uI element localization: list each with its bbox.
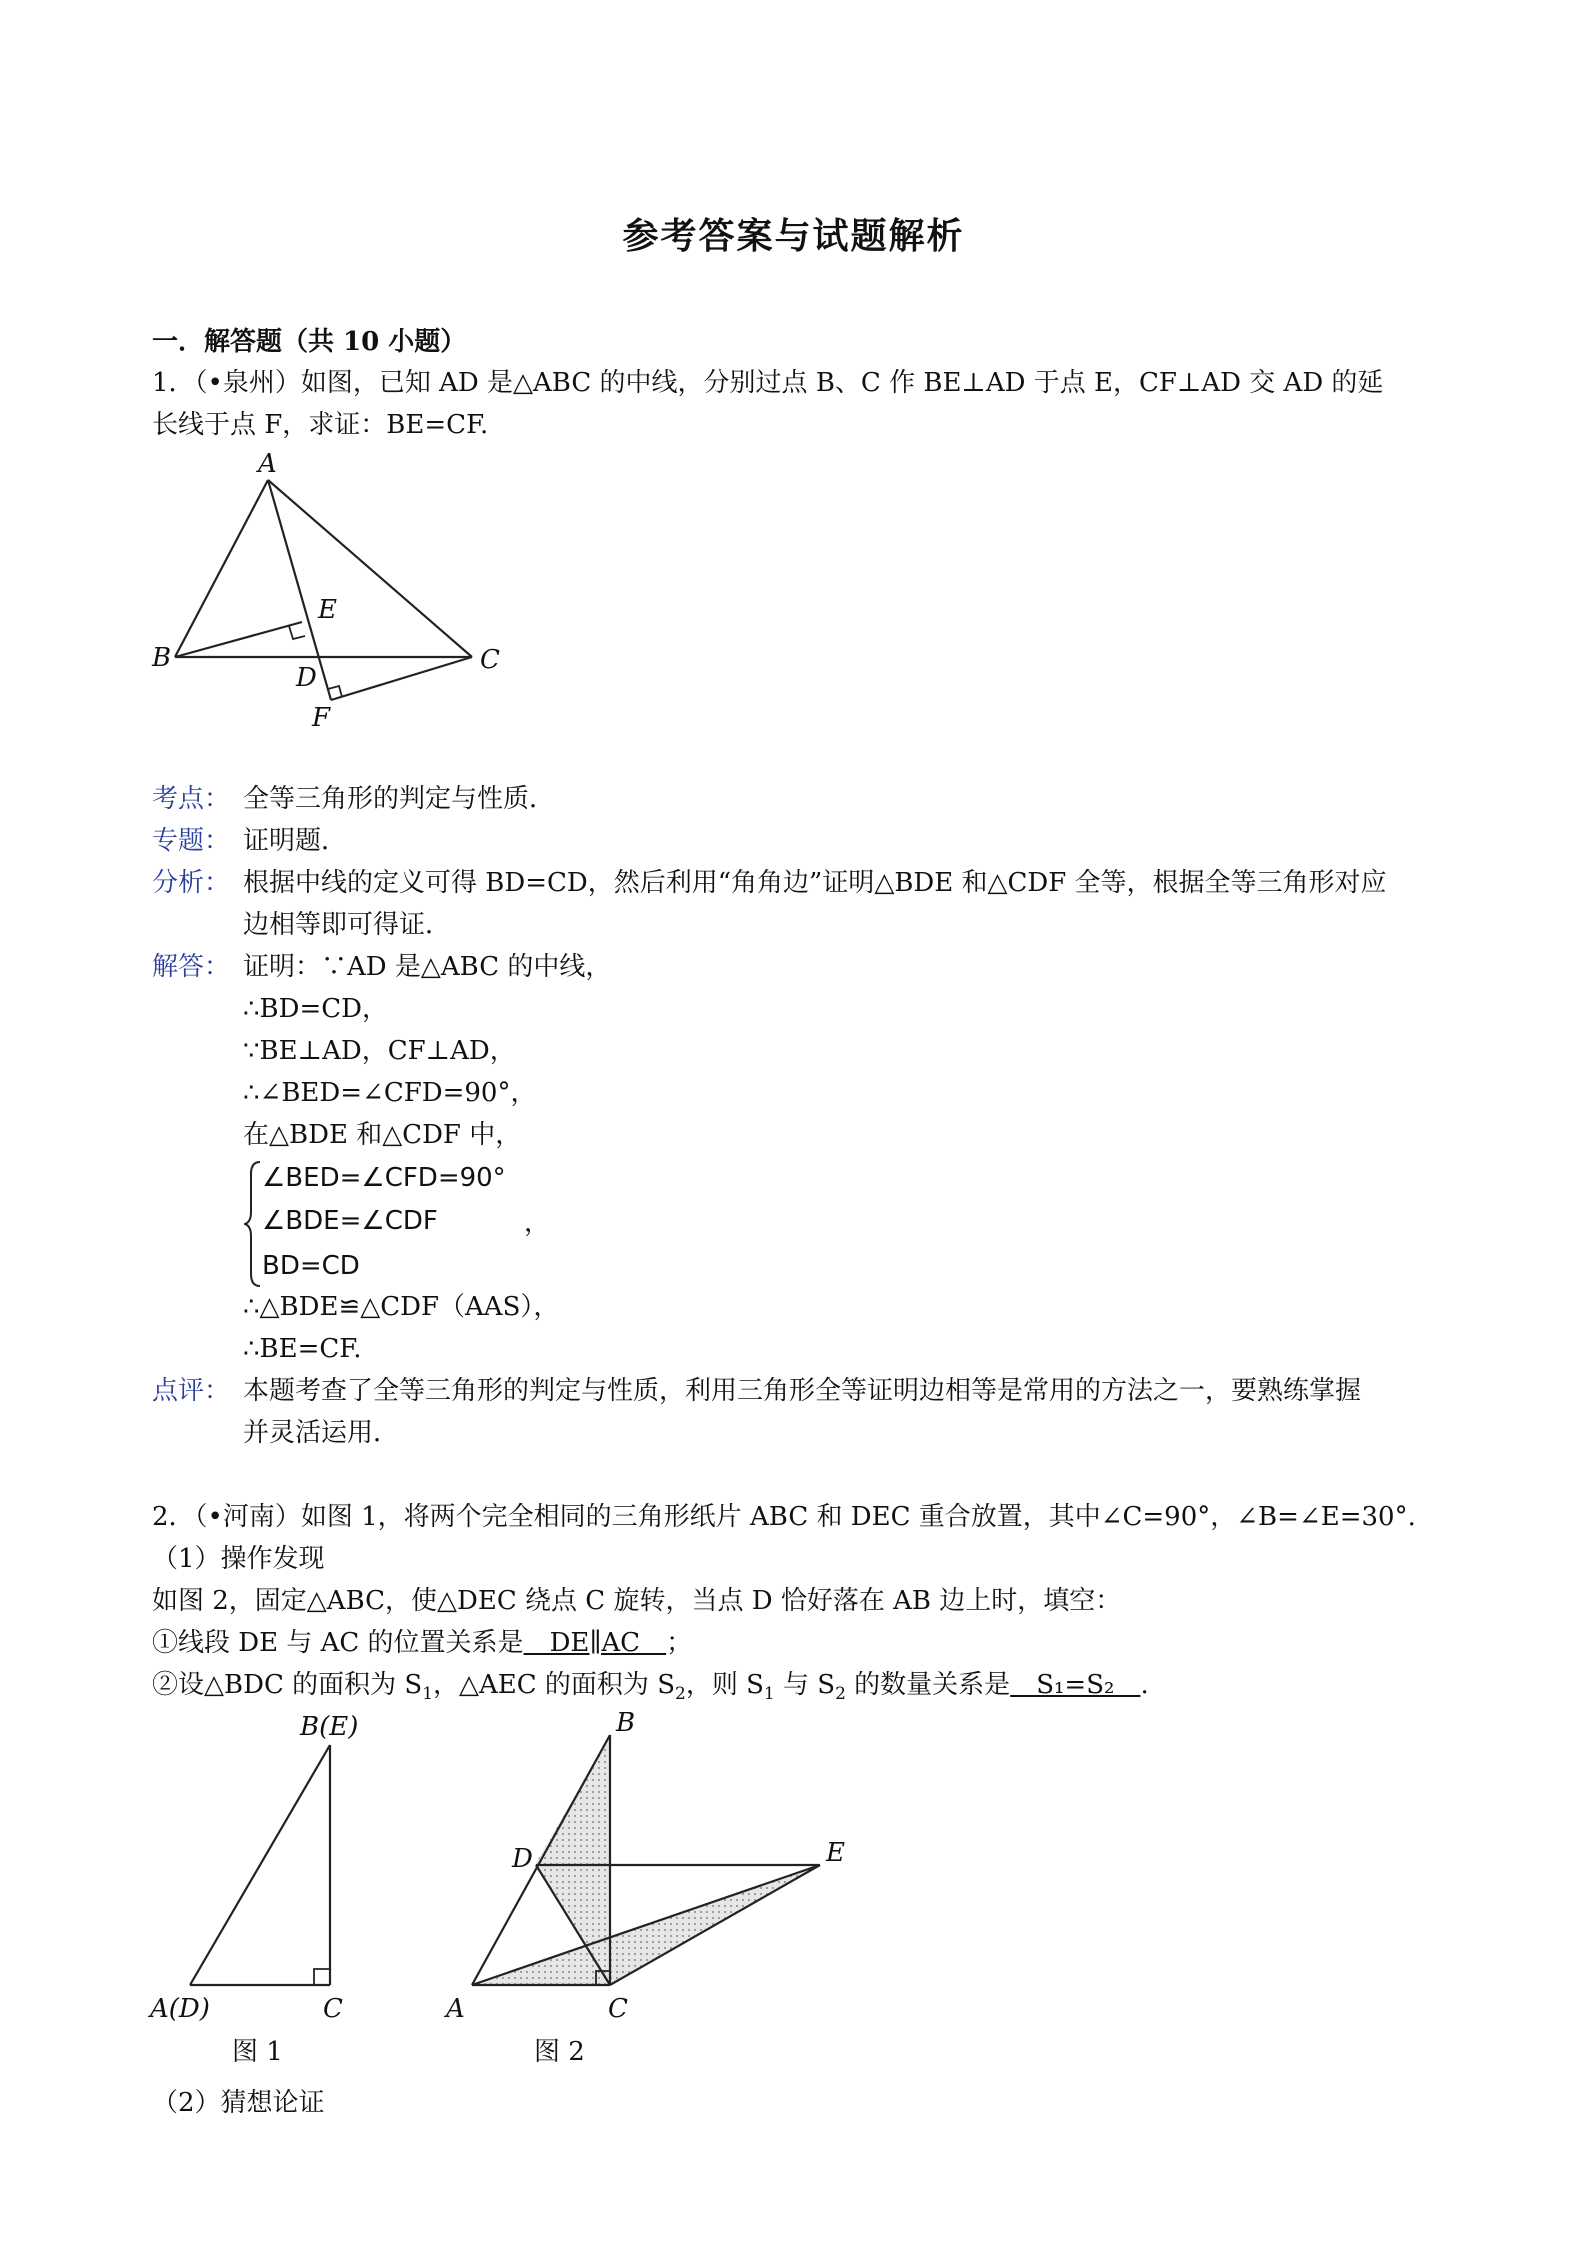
kaodian-label: 考点： <box>152 784 231 814</box>
proof-step: ∴BD=CD， <box>243 994 389 1024</box>
zhuanti-text: 证明题． <box>243 826 348 856</box>
dianping-line1: 本题考查了全等三角形的判定与性质，利用三角形全等证明边相等是常用的方法之一，要熟练掌握 <box>243 1376 1362 1406</box>
dianping-label: 点评： <box>152 1376 231 1406</box>
fenxi-label: 分析： <box>152 868 231 898</box>
zhuanti-label: 专题： <box>152 826 231 856</box>
q2-item2-answer: S₁=S₂ <box>1010 1670 1141 1700</box>
label-B: B <box>616 1708 636 1738</box>
figure-caption: 图 1 <box>232 2037 283 2065</box>
seg-EC <box>610 1865 820 1985</box>
fenxi-line1: 根据中线的定义可得 BD=CD，然后利用“角角边”证明△BDE 和△CDF 全等，根据全等三角形对应 <box>243 868 1387 898</box>
q2-item2-text: 与 S <box>774 1670 836 1700</box>
proof-step: 证明：∵AD 是△ABC 的中线， <box>243 952 612 982</box>
system-line: ∠BDE=∠CDF <box>262 1206 438 1236</box>
q1-line2: 长线于点 F，求证：BE=CF. <box>152 410 489 440</box>
seg-AE <box>472 1865 820 1985</box>
q2-item2-text: ②设△BDC 的面积为 S <box>152 1670 423 1700</box>
system-line: BD=CD <box>262 1251 360 1281</box>
q2-item1-end: ； <box>666 1628 693 1658</box>
dianping-line2: 并灵活运用． <box>243 1418 400 1448</box>
figure-caption: 图 2 <box>534 2037 585 2065</box>
page-title: 参考答案与试题解析 <box>622 215 965 257</box>
label-C: C <box>323 1994 343 2024</box>
label-B-E: B(E) <box>300 1712 359 1742</box>
label-C: C <box>480 645 500 675</box>
seg-AB <box>190 1745 330 1985</box>
label-B: B <box>152 643 172 673</box>
q2-line3: 如图 2，固定△ABC，使△DEC 绕点 C 旋转，当点 D 恰好落在 AB 边上时，填空： <box>152 1586 1122 1616</box>
q2-item1-text: ①线段 DE 与 AC 的位置关系是 <box>152 1628 524 1658</box>
right-angle-C <box>314 1969 330 1985</box>
jieda-label: 解答： <box>152 952 231 982</box>
section-heading: 一．解答题（共 10 小题） <box>152 327 467 357</box>
label-A-D: A(D) <box>150 1994 210 2024</box>
subscript: 2 <box>835 1684 846 1705</box>
seg-AB <box>175 480 268 657</box>
seg-BE <box>175 622 302 657</box>
q2-item2-end: . <box>1140 1670 1149 1700</box>
subscript: 2 <box>675 1684 686 1705</box>
q2-item2-text: 的数量关系是 <box>845 1670 1011 1700</box>
label-D: D <box>512 1844 533 1874</box>
q1-figure <box>140 450 520 740</box>
right-angle-E <box>289 626 305 639</box>
label-C: C <box>608 1994 628 2024</box>
q2-item2-text: ，则 S <box>685 1670 764 1700</box>
proof-step: 在△BDE 和△CDF 中， <box>243 1120 522 1150</box>
q1-line1: 1．（•泉州）如图，已知 AD 是△ABC 的中线，分别过点 B、C 作 BE⊥AD 于点 E，CF⊥AD 交 AD 的延 <box>152 368 1384 398</box>
q2-figure-1 <box>140 1705 380 2065</box>
q2-item1 <box>152 1628 692 1658</box>
label-D: D <box>296 663 317 693</box>
q2-item2 <box>152 1670 1149 1709</box>
q2-part2: （2）猜想论证 <box>152 2088 325 2118</box>
q2-part1: （1）操作发现 <box>152 1544 325 1574</box>
label-F: F <box>312 703 331 733</box>
label-A: A <box>258 450 277 479</box>
subscript: 1 <box>422 1684 434 1705</box>
proof-step: ∴BE=CF. <box>243 1334 362 1364</box>
q2-item1-answer: DE∥AC <box>523 1628 667 1658</box>
kaodian-text: 全等三角形的判定与性质． <box>243 784 556 814</box>
q2-item2-text: ，△AEC 的面积为 S <box>433 1670 676 1700</box>
subscript: 1 <box>763 1684 775 1705</box>
seg-CF <box>331 657 472 700</box>
system-line: ∠BED=∠CFD=90° <box>262 1163 506 1193</box>
label-A: A <box>446 1994 465 2024</box>
proof-step: ∴△BDE≌△CDF（AAS）， <box>243 1292 560 1322</box>
seg-AC <box>268 480 472 657</box>
q2-line1: 2．（•河南）如图 1，将两个完全相同的三角形纸片 ABC 和 DEC 重合放置，其中∠C=90°，∠B=∠E=30°. <box>152 1502 1416 1532</box>
system-brace <box>244 1160 264 1288</box>
label-E: E <box>826 1838 845 1868</box>
proof-step: ∵BE⊥AD，CF⊥AD， <box>243 1036 516 1066</box>
fenxi-line2: 边相等即可得证． <box>243 910 452 940</box>
label-E: E <box>318 595 337 625</box>
system-comma: ， <box>524 1208 551 1238</box>
q2-figure-2 <box>440 1705 860 2065</box>
proof-step: ∴∠BED=∠CFD=90°， <box>243 1078 537 1108</box>
